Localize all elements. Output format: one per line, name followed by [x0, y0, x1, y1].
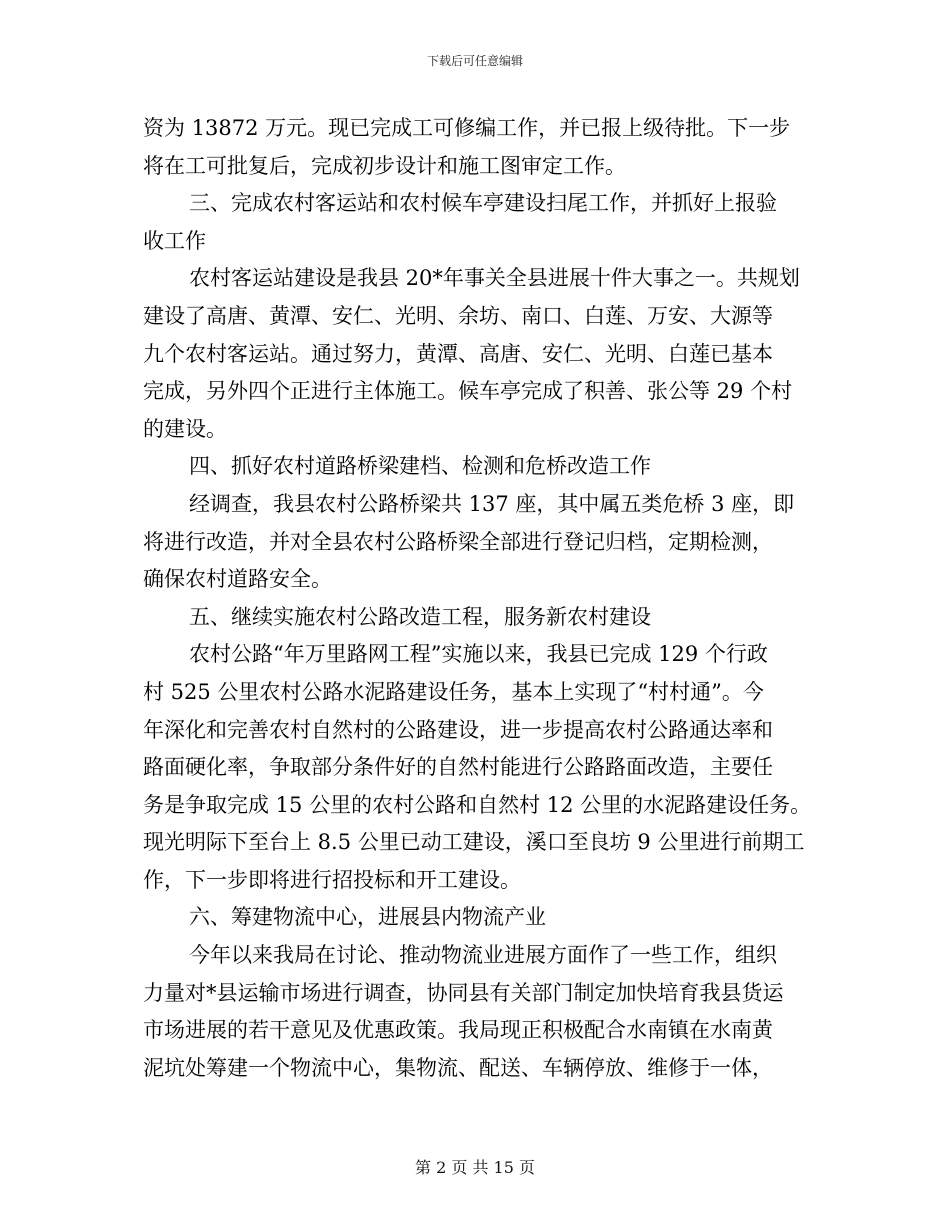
text-line: 九个农村客运站。通过努力，黄潭、高唐、安仁、光明、白莲已基本 — [143, 341, 773, 366]
text-line: 农村客运站建设是我县 20*年事关全县进展十件大事之一。共规划 — [189, 266, 800, 291]
text-line: 确保农村道路安全。 — [143, 567, 332, 592]
text-line: 农村公路“年万里路网工程”实施以来，我县已完成 129 个行政 — [189, 642, 768, 667]
text-line: 路面硬化率，争取部分条件好的自然村能进行公路路面改造，主要任 — [143, 755, 773, 780]
text-line: 年深化和完善农村自然村的公路建设，进一步提高农村公路通达率和 — [143, 717, 773, 742]
text-line: 今年以来我局在讨论、推动物流业进展方面作了一些工作，组织 — [189, 943, 777, 968]
text-line: 力量对*县运输市场进行调查，协同县有关部门制定加快培育我县货运 — [143, 980, 784, 1005]
text-line: 将在工可批复后，完成初步设计和施工图审定工作。 — [143, 153, 626, 178]
text-line: 完成，另外四个正进行主体施工。候车亭完成了积善、张公等 29 个村 — [143, 379, 793, 404]
text-line: 资为 13872 万元。现已完成工可修编工作，并已报上级待批。下一步 — [143, 116, 791, 140]
text-line: 经调查，我县农村公路桥梁共 137 座，其中属五类危桥 3 座，即 — [189, 491, 795, 516]
document-body — [143, 110, 811, 1087]
page-header-note: 下载后可任意编辑 — [426, 54, 523, 68]
text-line: 六、筹建物流中心，进展县内物流产业 — [189, 905, 546, 930]
text-line: 建设了高唐、黄潭、安仁、光明、余坊、南口、白莲、万安、大源等 — [143, 303, 773, 328]
text-line: 现光明际下至台上 8.5 公里已动工建设，溪口至良坊 9 公里进行前期工 — [143, 830, 805, 855]
text-line: 将进行改造，并对全县农村公路桥梁全部进行登记归档，定期检测， — [143, 529, 773, 554]
text-line: 五、继续实施农村公路改造工程，服务新农村建设 — [189, 604, 651, 629]
text-line: 村 525 公里农村公路水泥路建设任务，基本上实现了“村村通”。今 — [143, 679, 764, 704]
text-line: 作，下一步即将进行招投标和开工建设。 — [143, 867, 521, 892]
text-line: 三、完成农村客运站和农村候车亭建设扫尾工作，并抓好上报验 — [189, 191, 777, 216]
text-line: 务是争取完成 15 公里的农村公路和自然村 12 公里的水泥路建设任务。 — [143, 792, 812, 817]
text-line: 市场进展的若干意见及优惠政策。我局现正积极配合水南镇在水南黄 — [143, 1018, 773, 1043]
text-line: 收工作 — [143, 228, 206, 253]
text-line: 泥坑处筹建一个物流中心，集物流、配送、车辆停放、维修于一体， — [143, 1055, 773, 1080]
text-line: 四、抓好农村道路桥梁建档、检测和危桥改造工作 — [189, 454, 651, 479]
text-line: 的建设。 — [143, 416, 227, 441]
page-number-footer: 第 2 页 共 15 页 — [415, 1158, 535, 1177]
